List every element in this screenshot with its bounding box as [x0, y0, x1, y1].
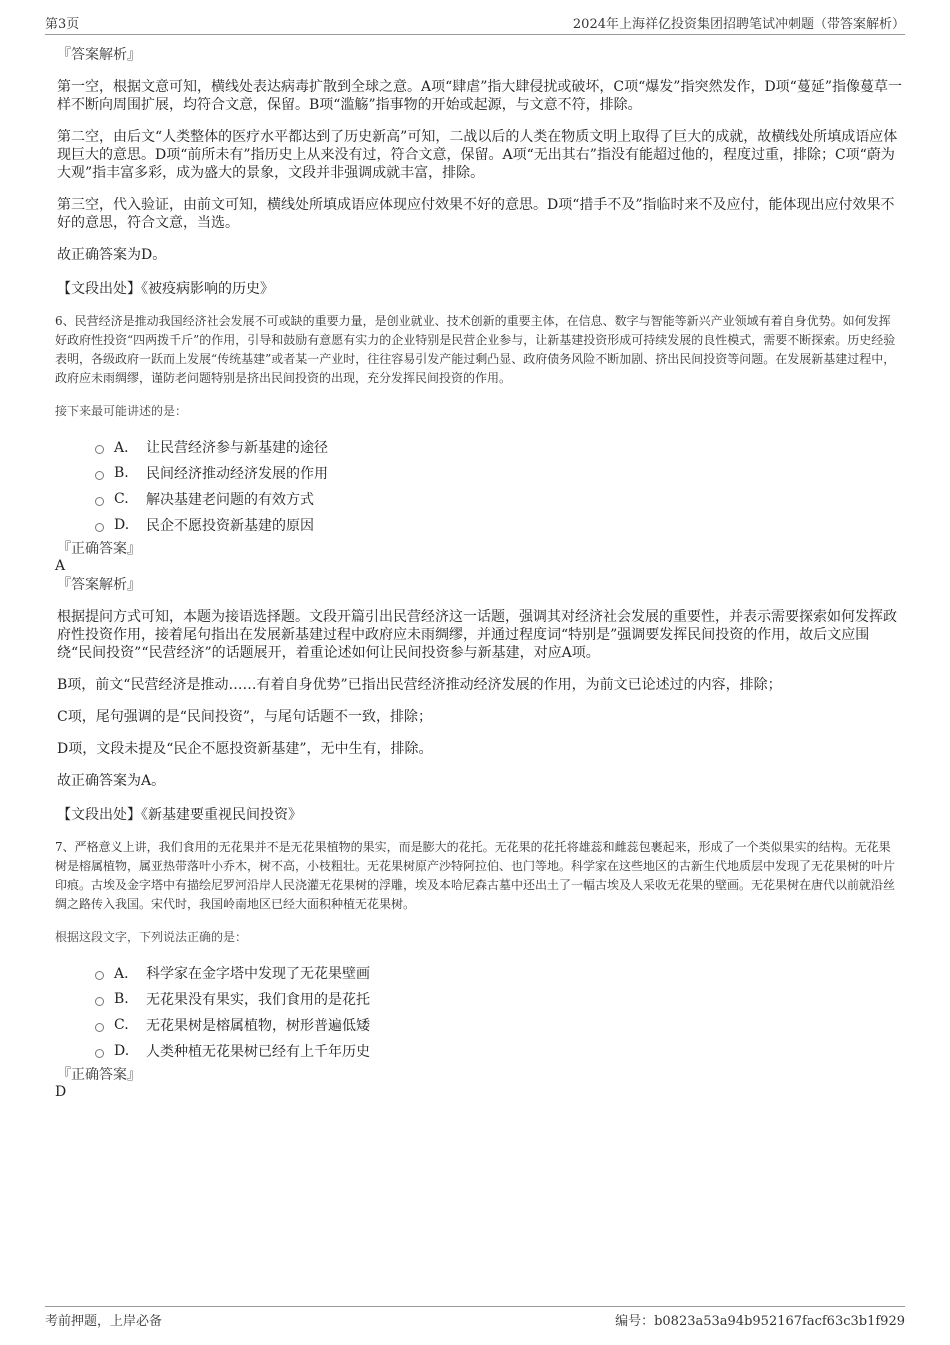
q7-option-c[interactable]: [95, 1012, 902, 1038]
option-letter: D.: [114, 517, 130, 533]
q5-conclusion: 故正确答案为D。: [57, 247, 167, 263]
radio-icon[interactable]: [95, 971, 104, 980]
q6-analysis-paragraph: B项，前文“民营经济是推动……有着自身优势”已指出民营经济推动经济发展的作用，为前文已论述过的内容，排除；: [57, 677, 782, 693]
q6-option-a[interactable]: [95, 434, 902, 460]
q7-options: [95, 960, 902, 1064]
radio-icon[interactable]: [95, 997, 104, 1006]
q6-analysis-paragraph: D项，文段未提及“民企不愿投资新基建”，无中生有，排除。: [57, 741, 433, 757]
q6-stem: 接下来最可能讲述的是：: [55, 404, 188, 418]
radio-icon[interactable]: [95, 497, 104, 506]
option-letter: D.: [114, 1043, 130, 1059]
q6-answer-label: 『正确答案』: [57, 541, 141, 557]
q6-analysis-paragraph: C项，尾句强调的是“民间投资”，与尾句话题不一致，排除；: [57, 709, 433, 725]
q7-option-d[interactable]: [95, 1038, 902, 1064]
option-text: 民企不愿投资新基建的原因: [146, 518, 314, 534]
radio-icon[interactable]: [95, 1023, 104, 1032]
q6-option-d[interactable]: [95, 512, 902, 538]
q6-options: [95, 434, 902, 538]
radio-icon[interactable]: [95, 1049, 104, 1058]
q6-conclusion: 故正确答案为A。: [57, 773, 166, 789]
q6-answer: A: [55, 558, 66, 574]
option-text: 让民营经济参与新基建的途径: [146, 440, 328, 456]
q6-text: 6、民营经济是推动我国经济社会发展不可或缺的重要力量，是创业就业、技术创新的重要主体，在信息、数字与智能等新兴产业领域有着自身优势。如何发挥好政府性投资“四两拨千斤”的作用，引导和鼓励有意愿有实力的企业特别是民营企业参与，让新基建投资形成可持续发展的良性模式，需要不断探索。历史经验表明，各级政府一跃而上发展“传统基建”或者某一产业时，往往容易引发产能过剩凸显、政府债务风险不断加剧、挤出民间投资等问题。在发展新基建过程中，政府应未雨绸缪，谨防老问题特别是挤出民间投资的出现，充分发挥民间投资的作用。: [55, 314, 896, 385]
option-letter: A．: [114, 966, 139, 982]
option-text: 科学家在金字塔中发现了无花果壁画: [146, 966, 370, 982]
q7-option-a[interactable]: [95, 960, 902, 986]
option-letter: B.: [114, 991, 129, 1007]
page-content: [55, 44, 902, 1100]
q6-analysis-paragraph: 根据提问方式可知，本题为接语选择题。文段开篇引出民营经济这一话题，强调其对经济社会发展的重要性，并表示需要探索如何发挥政府性投资作用，接着尾句指出在发展新基建过程中政府应未雨绸缪，并通过程度词“特别是”强调要发挥民间投资的作用，故后文应围绕“民间投资”“民营经济”的话题展开，着重论述如何让民间投资参与新基建，对应A项。: [57, 609, 897, 661]
option-text: 无花果树是榕属植物，树形普遍低矮: [146, 1018, 370, 1034]
option-text: 无花果没有果实，我们食用的是花托: [146, 992, 370, 1008]
q7-option-b[interactable]: [95, 986, 902, 1012]
footer-slogan: 考前押题，上岸必备: [45, 1314, 163, 1329]
option-text: 解决基建老问题的有效方式: [146, 492, 314, 508]
q7-answer: D: [55, 1084, 67, 1100]
radio-icon[interactable]: [95, 471, 104, 480]
q5-analysis-paragraph: 第一空，根据文意可知，横线处表达病毒扩散到全球之意。A项“肆虐”指大肆侵扰或破坏，C项“爆发”指突然发作，D项“蔓延”指像蔓草一样不断向周围扩展，均符合文意，保留。B项“滥觞”指事物的开始或起源，与文意不符，排除。: [57, 79, 902, 113]
q7-text: 7、严格意义上讲，我们食用的无花果并不是无花果植物的果实，而是膨大的花托。无花果的花托将雄蕊和雌蕊包裹起来，形成了一个类似果实的结构。无花果树是榕属植物，属亚热带落叶小乔木，树不高，小枝粗壮。无花果树原产沙特阿拉伯、也门等地。科学家在这些地区的古新生代地质层中发现了无花果树的叶片印痕。古埃及金字塔中有描绘尼罗河沿岸人民浇灌无花果树的浮雕，埃及本哈尼森古墓中还出土了一幅古埃及人采收无花果的壁画。无花果树在唐代以前就沿丝绸之路传入我国。宋代时，我国岭南地区已经大面积种植无花果树。: [55, 840, 896, 911]
q5-analysis-paragraph: 第二空，由后文“人类整体的医疗水平都达到了历史新高”可知，二战以后的人类在物质文明上取得了巨大的成就，故横线处所填成语应体现巨大的意思。D项“前所未有”指历史上从来没有过，符合文意，保留。A项“无出其右”指没有能超过他的，程度过重，排除；C项“蔚为大观”指丰富多彩，成为盛大的景象，文段并非强调成就丰富，排除。: [57, 129, 898, 181]
q6-option-c[interactable]: [95, 486, 902, 512]
q5-source: 【文段出处】《被疫病影响的历史》: [57, 281, 274, 297]
q6-option-b[interactable]: [95, 460, 902, 486]
q7-answer-label: 『正确答案』: [57, 1067, 141, 1083]
page-footer: [45, 1306, 905, 1329]
document-title: 2024年上海祥亿投资集团招聘笔试冲刺题（带答案解析）: [572, 17, 905, 32]
option-text: 人类种植无花果树已经有上千年历史: [146, 1044, 370, 1060]
option-letter: A．: [114, 440, 139, 456]
option-letter: C.: [114, 1017, 129, 1033]
q7-stem: 根据这段文字，下列说法正确的是：: [55, 930, 248, 944]
document-code: 编号：b0823a53a94b952167facf63c3b1f929: [615, 1314, 905, 1329]
option-letter: C.: [114, 491, 129, 507]
radio-icon[interactable]: [95, 523, 104, 532]
page-header: [45, 10, 905, 35]
page-number: 第3页: [45, 17, 80, 32]
q5-analysis-paragraph: 第三空，代入验证，由前文可知，横线处所填成语应体现应付效果不好的意思。D项“措手不及”指临时来不及应付，能体现出应付效果不好的意思，符合文意，当选。: [57, 197, 895, 231]
q6-source: 【文段出处】《新基建要重视民间投资》: [57, 807, 302, 823]
q6-analysis-label: 『答案解析』: [57, 577, 141, 593]
radio-icon[interactable]: [95, 445, 104, 454]
option-text: 民间经济推动经济发展的作用: [146, 466, 328, 482]
q5-analysis-label: 『答案解析』: [57, 47, 141, 63]
option-letter: B.: [114, 465, 129, 481]
